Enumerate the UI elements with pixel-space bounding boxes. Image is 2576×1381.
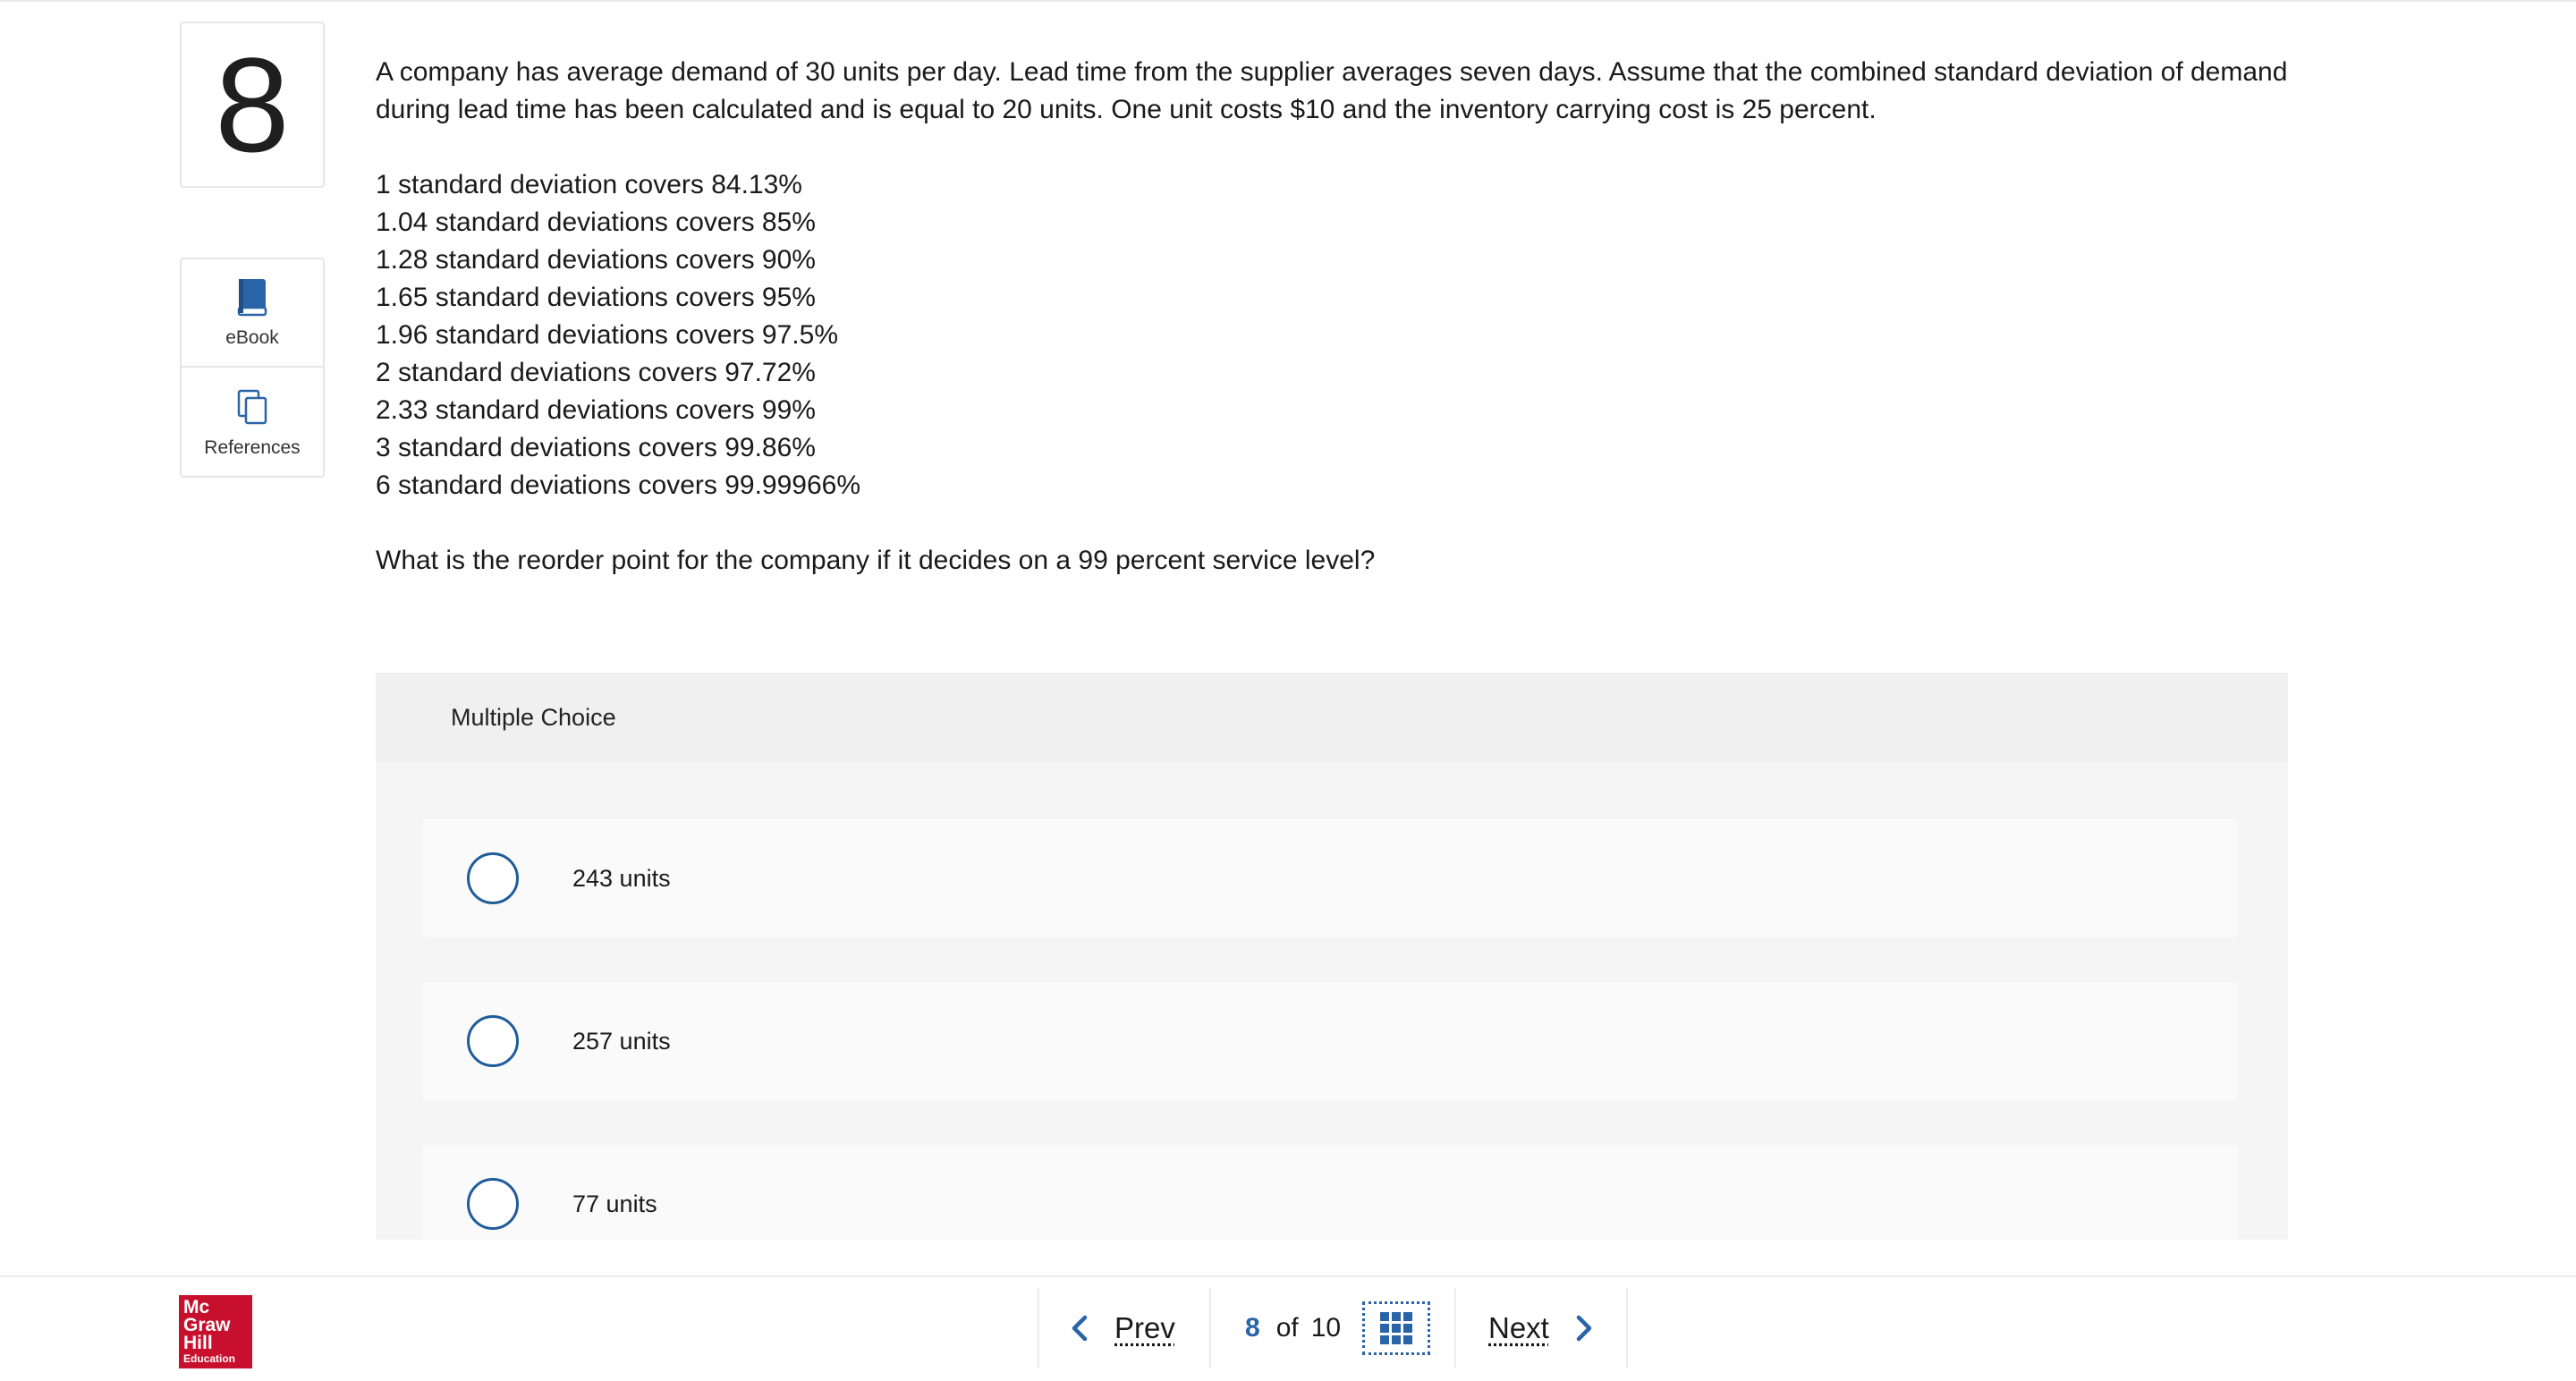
prev-button[interactable] [1070,1288,1177,1368]
coverage-line: 1 standard deviation covers 84.13% [376,170,802,199]
coverage-line: 6 standard deviations covers 99.99966% [376,470,861,500]
book-icon [234,277,270,317]
grid-icon [1378,1310,1414,1346]
references-label: References [204,436,301,458]
chevron-right-icon [1574,1315,1594,1342]
current-page: 8 [1245,1313,1260,1343]
references-button[interactable] [182,369,323,477]
answer-option-label: 77 units [572,1190,657,1217]
logo-text: Mc [183,1297,210,1317]
question-prompt: What is the reorder point for the company if it decides on a 99 percent service level? [376,546,1376,575]
total-pages: 10 [1310,1313,1342,1343]
question-number: 8 [180,21,325,188]
mcgraw-hill-logo [179,1295,252,1368]
coverage-line: 1.96 standard deviations covers 97.5% [376,320,838,350]
radio-button[interactable] [467,1178,519,1230]
answer-option[interactable] [422,819,2238,937]
nav-separator [1454,1288,1456,1368]
logo-text: Graw [183,1315,231,1335]
radio-button[interactable] [467,852,519,904]
page-indicator [1245,1288,1430,1368]
nav-separator [1038,1288,1039,1368]
multiple-choice-panel [376,673,2288,1240]
multiple-choice-header: Multiple Choice [376,673,2288,762]
ebook-button[interactable] [182,259,323,368]
coverage-line: 1.28 standard deviations covers 90% [376,245,816,275]
answer-options [376,762,2288,1240]
question-grid-button[interactable] [1362,1301,1430,1355]
ebook-label: eBook [225,326,279,348]
coverage-line: 2 standard deviations covers 97.72% [376,358,816,387]
answer-option-label: 243 units [572,864,671,892]
question-text [376,54,2290,580]
logo-text: Education [183,1352,236,1365]
of-label: of [1275,1313,1299,1343]
nav-separator [1209,1288,1211,1368]
coverage-list [376,166,2290,504]
coverage-line: 1.04 standard deviations covers 85% [376,208,816,237]
answer-option[interactable] [422,982,2238,1100]
logo-text: Hill [183,1333,213,1353]
coverage-line: 3 standard deviations covers 99.86% [376,433,816,462]
next-button[interactable] [1488,1288,1601,1368]
next-label[interactable]: Next [1488,1311,1549,1344]
question-paragraph: A company has average demand of 30 units per day. Lead time from the supplier averages seven days. Assume that the combined standard deviation of demand during lead time has been calculated and is equal to 20 units. One unit costs $10 and the inventory carrying cost is 25 percent. [376,57,2288,124]
copy-pages-icon [234,387,270,427]
top-divider [0,0,2576,2]
tools-panel [180,258,325,478]
chevron-left-icon [1070,1315,1089,1342]
answer-option[interactable] [422,1145,2238,1240]
coverage-line: 1.65 standard deviations covers 95% [376,283,816,312]
coverage-line: 2.33 standard deviations covers 99% [376,395,816,425]
nav-separator [1626,1288,1628,1368]
radio-button[interactable] [467,1015,519,1067]
footer-divider [0,1275,2576,1277]
answer-option-label: 257 units [572,1027,671,1055]
prev-label[interactable]: Prev [1114,1311,1175,1344]
